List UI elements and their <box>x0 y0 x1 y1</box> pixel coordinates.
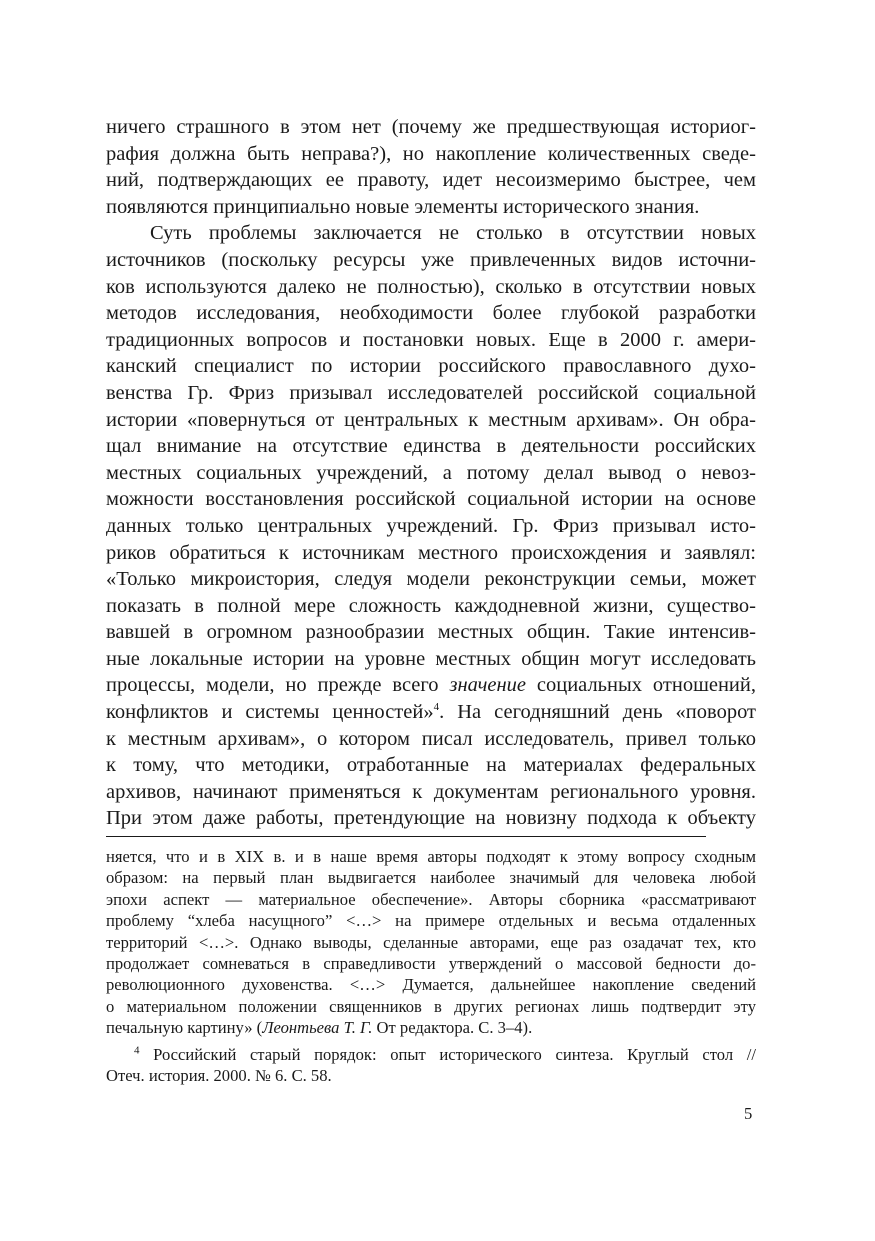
text-line: щал внимание на отсутствие единства в деятельности российских <box>106 435 756 458</box>
footnote-line <box>106 1044 756 1065</box>
text-line: Суть проблемы заключается не столько в отсутствии новых <box>150 222 756 245</box>
text-line: архивов, начинают применяться к документам регионального уровня. <box>106 780 756 803</box>
italic-term: значение <box>449 674 526 697</box>
text-segment: социальных отношений, <box>526 674 756 697</box>
text-line: ничего страшного в этом нет (почему же предшествующая историог- <box>106 116 756 138</box>
text-line: ные локальные истории на уровне местных общин могут исследовать <box>106 647 756 670</box>
text-line: канский специалист по истории российского православного духо- <box>106 355 756 378</box>
text-segment: . На сегодняшний день «поворот <box>439 701 757 724</box>
main-text <box>106 114 756 832</box>
text-line: местных социальных учреждений, а потому делал вывод о невоз- <box>106 461 756 484</box>
text-segment: конфликтов и системы ценностей» <box>106 701 434 724</box>
footnote-line: Отеч. история. 2000. № 6. С. 58. <box>106 1065 332 1085</box>
text-line: риков обратиться к источникам местного происхождения и заявлял: <box>106 541 756 564</box>
text-line: традиционных вопросов и постановки новых. Еще в 2000 г. амери- <box>106 328 756 351</box>
footnote-line: эпохи аспект — материальное обеспечение». Авторы сборника «рассматривают <box>106 889 756 909</box>
text-line: к тому, что методики, отработанные на материалах федеральных <box>106 754 756 777</box>
footnote-line: образом: на первый план выдвигается наиболее значимый для человека любой <box>106 868 756 888</box>
text-line: появляются принципиально новые элементы исторического знания. <box>106 195 700 218</box>
text-segment: процессы, модели, но прежде всего <box>106 674 450 697</box>
text-line: истории «повернуться от центральных к местным архивам». Он обра- <box>106 408 756 431</box>
footnote-line: няется, что и в XIX в. и в наше время авторы подходят к этому вопросу сходным <box>106 847 756 866</box>
footnote-ref-4[interactable]: 4 <box>433 701 440 714</box>
text-line <box>106 699 756 726</box>
text-line: можности восстановления российской социальной истории на основе <box>106 488 756 511</box>
text-segment: От редактора. С. 3–4). <box>372 1018 533 1038</box>
text-line: источников (поскольку ресурсы уже привлеченных видов источни- <box>106 248 756 271</box>
footnote-line: революционного духовенства. <…> Думается, дальнейшее накопление сведений <box>106 975 756 995</box>
italic-author: Леонтьева Т. Г. <box>262 1018 373 1038</box>
page-number: 5 <box>744 1104 753 1123</box>
text-line: ний, подтверждающих ее правоту, идет несоизмеримо быстрее, чем <box>106 169 756 192</box>
text-line: При этом даже работы, претендующие на новизну подхода к объекту <box>106 807 756 830</box>
footnote-line: продолжает сомневаться в справедливости утверждений о массовой бедности до- <box>106 953 756 973</box>
text-segment: Российский старый порядок: опыт исторического синтеза. Круглый стол // <box>153 1044 756 1064</box>
text-line: к местным архивам», о котором писал исследователь, привел только <box>106 727 756 750</box>
footnote-line: проблему “хлеба насущного” <…> на примере отдельных и весьма отдаленных <box>106 911 756 931</box>
text-line: рафия должна быть неправа?), но накопление количественных сведе- <box>106 142 756 165</box>
text-line: вавшей в огромном разнообразии местных общин. Такие интенсив- <box>106 621 756 644</box>
footnote-line: о материальном положении священников в других регионах лишь подтвердит эту <box>106 996 756 1016</box>
text-line: венства Гр. Фриз призывал исследователей российской социальной <box>106 381 756 404</box>
footnote-line <box>106 1017 756 1038</box>
footnote-number: 4 <box>134 1043 140 1056</box>
text-segment: печальную картину» ( <box>106 1018 263 1038</box>
text-line: ков используются далеко не полностью), сколько в отсутствии новых <box>106 275 756 298</box>
footnotes <box>106 846 756 1086</box>
footnote-separator <box>106 836 706 837</box>
footnote-line: территорий <…>. Однако выводы, сделанные авторами, еще раз озадачат тех, кто <box>106 932 756 952</box>
footnote-4 <box>106 1044 756 1087</box>
text-line: методов исследования, необходимости более глубокой разработки <box>106 302 756 325</box>
text-line: показать в полной мере сложность каждодневной жизни, существо- <box>106 594 756 617</box>
footnote-continuation <box>106 846 756 1039</box>
text-line <box>106 672 756 699</box>
text-line: данных только центральных учреждений. Гр. Фриз призывал исто- <box>106 514 756 537</box>
text-line: «Только микроистория, следуя модели реконструкции семьи, может <box>106 568 756 591</box>
